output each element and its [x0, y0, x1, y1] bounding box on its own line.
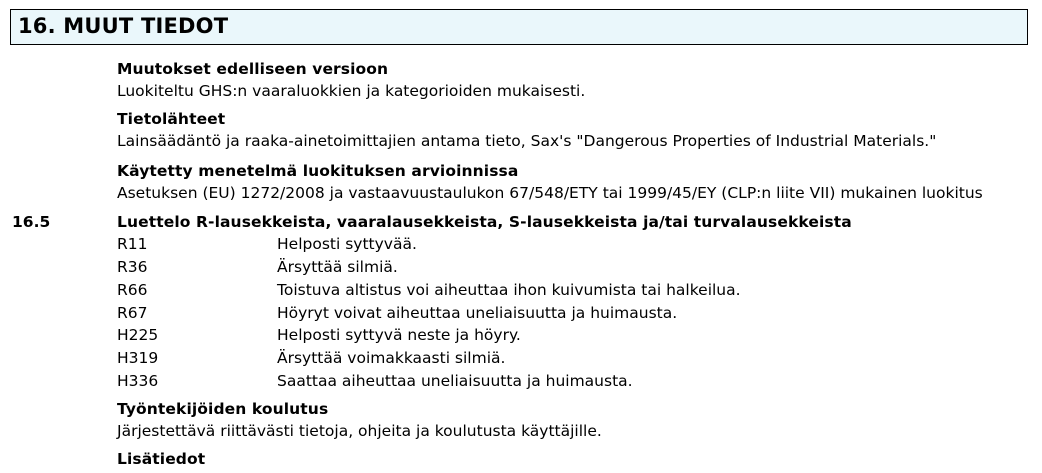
method-heading: Käytetty menetelmä luokituksen arvioinnissa [117, 162, 519, 180]
method-block [117, 160, 983, 204]
training-text: Järjestettävä riittävästi tietoja, ohjeita ja koulutusta käyttäjille. [117, 422, 602, 440]
phrase-text: Ärsyttää voimakkaasti silmiä. [277, 349, 506, 367]
training-block [117, 398, 602, 442]
sources-block [117, 108, 936, 152]
phrase-text: Ärsyttää silmiä. [277, 258, 398, 276]
subsection-number: 16.5 [12, 213, 51, 231]
phrase-code: H319 [117, 349, 159, 367]
phrases-heading-block [117, 211, 852, 233]
phrase-text: Helposti syttyvä neste ja höyry. [277, 326, 521, 344]
changes-heading: Muutokset edelliseen versioon [117, 60, 389, 78]
phrase-code: R67 [117, 304, 148, 322]
sources-heading: Tietolähteet [117, 110, 226, 128]
phrases-heading: Luettelo R-lausekkeista, vaaralausekkeista, S-lausekkeista ja/tai turvalausekkeista [117, 213, 852, 231]
method-text: Asetuksen (EU) 1272/2008 ja vastaavuustaulukon 67/548/ETY tai 1999/45/EY (CLP:n liite VII) mukainen luokitus [117, 184, 983, 202]
phrase-text: Toistuva altistus voi aiheuttaa ihon kuivumista tai halkeilua. [277, 281, 741, 299]
changes-text: Luokiteltu GHS:n vaaraluokkien ja kategorioiden mukaisesti. [117, 82, 586, 100]
section-title: 16. MUUT TIEDOT [18, 14, 229, 38]
phrase-code: H336 [117, 372, 159, 390]
additional-heading: Lisätiedot [117, 450, 206, 468]
changes-block [117, 58, 585, 102]
training-heading: Työntekijöiden koulutus [117, 400, 329, 418]
phrase-text: Höyryt voivat aiheuttaa uneliaisuutta ja huimausta. [277, 304, 678, 322]
phrase-code: R36 [117, 258, 148, 276]
section-header [10, 9, 1028, 45]
additional-block [117, 448, 205, 470]
phrase-code: R66 [117, 281, 148, 299]
phrase-text: Helposti syttyvää. [277, 235, 417, 253]
phrase-text: Saattaa aiheuttaa uneliaisuutta ja huimausta. [277, 372, 633, 390]
sources-text: Lainsäädäntö ja raaka-ainetoimittajien antama tieto, Sax's "Dangerous Properties of Industrial Materials." [117, 132, 937, 150]
phrase-code: R11 [117, 235, 148, 253]
phrase-code: H225 [117, 326, 159, 344]
